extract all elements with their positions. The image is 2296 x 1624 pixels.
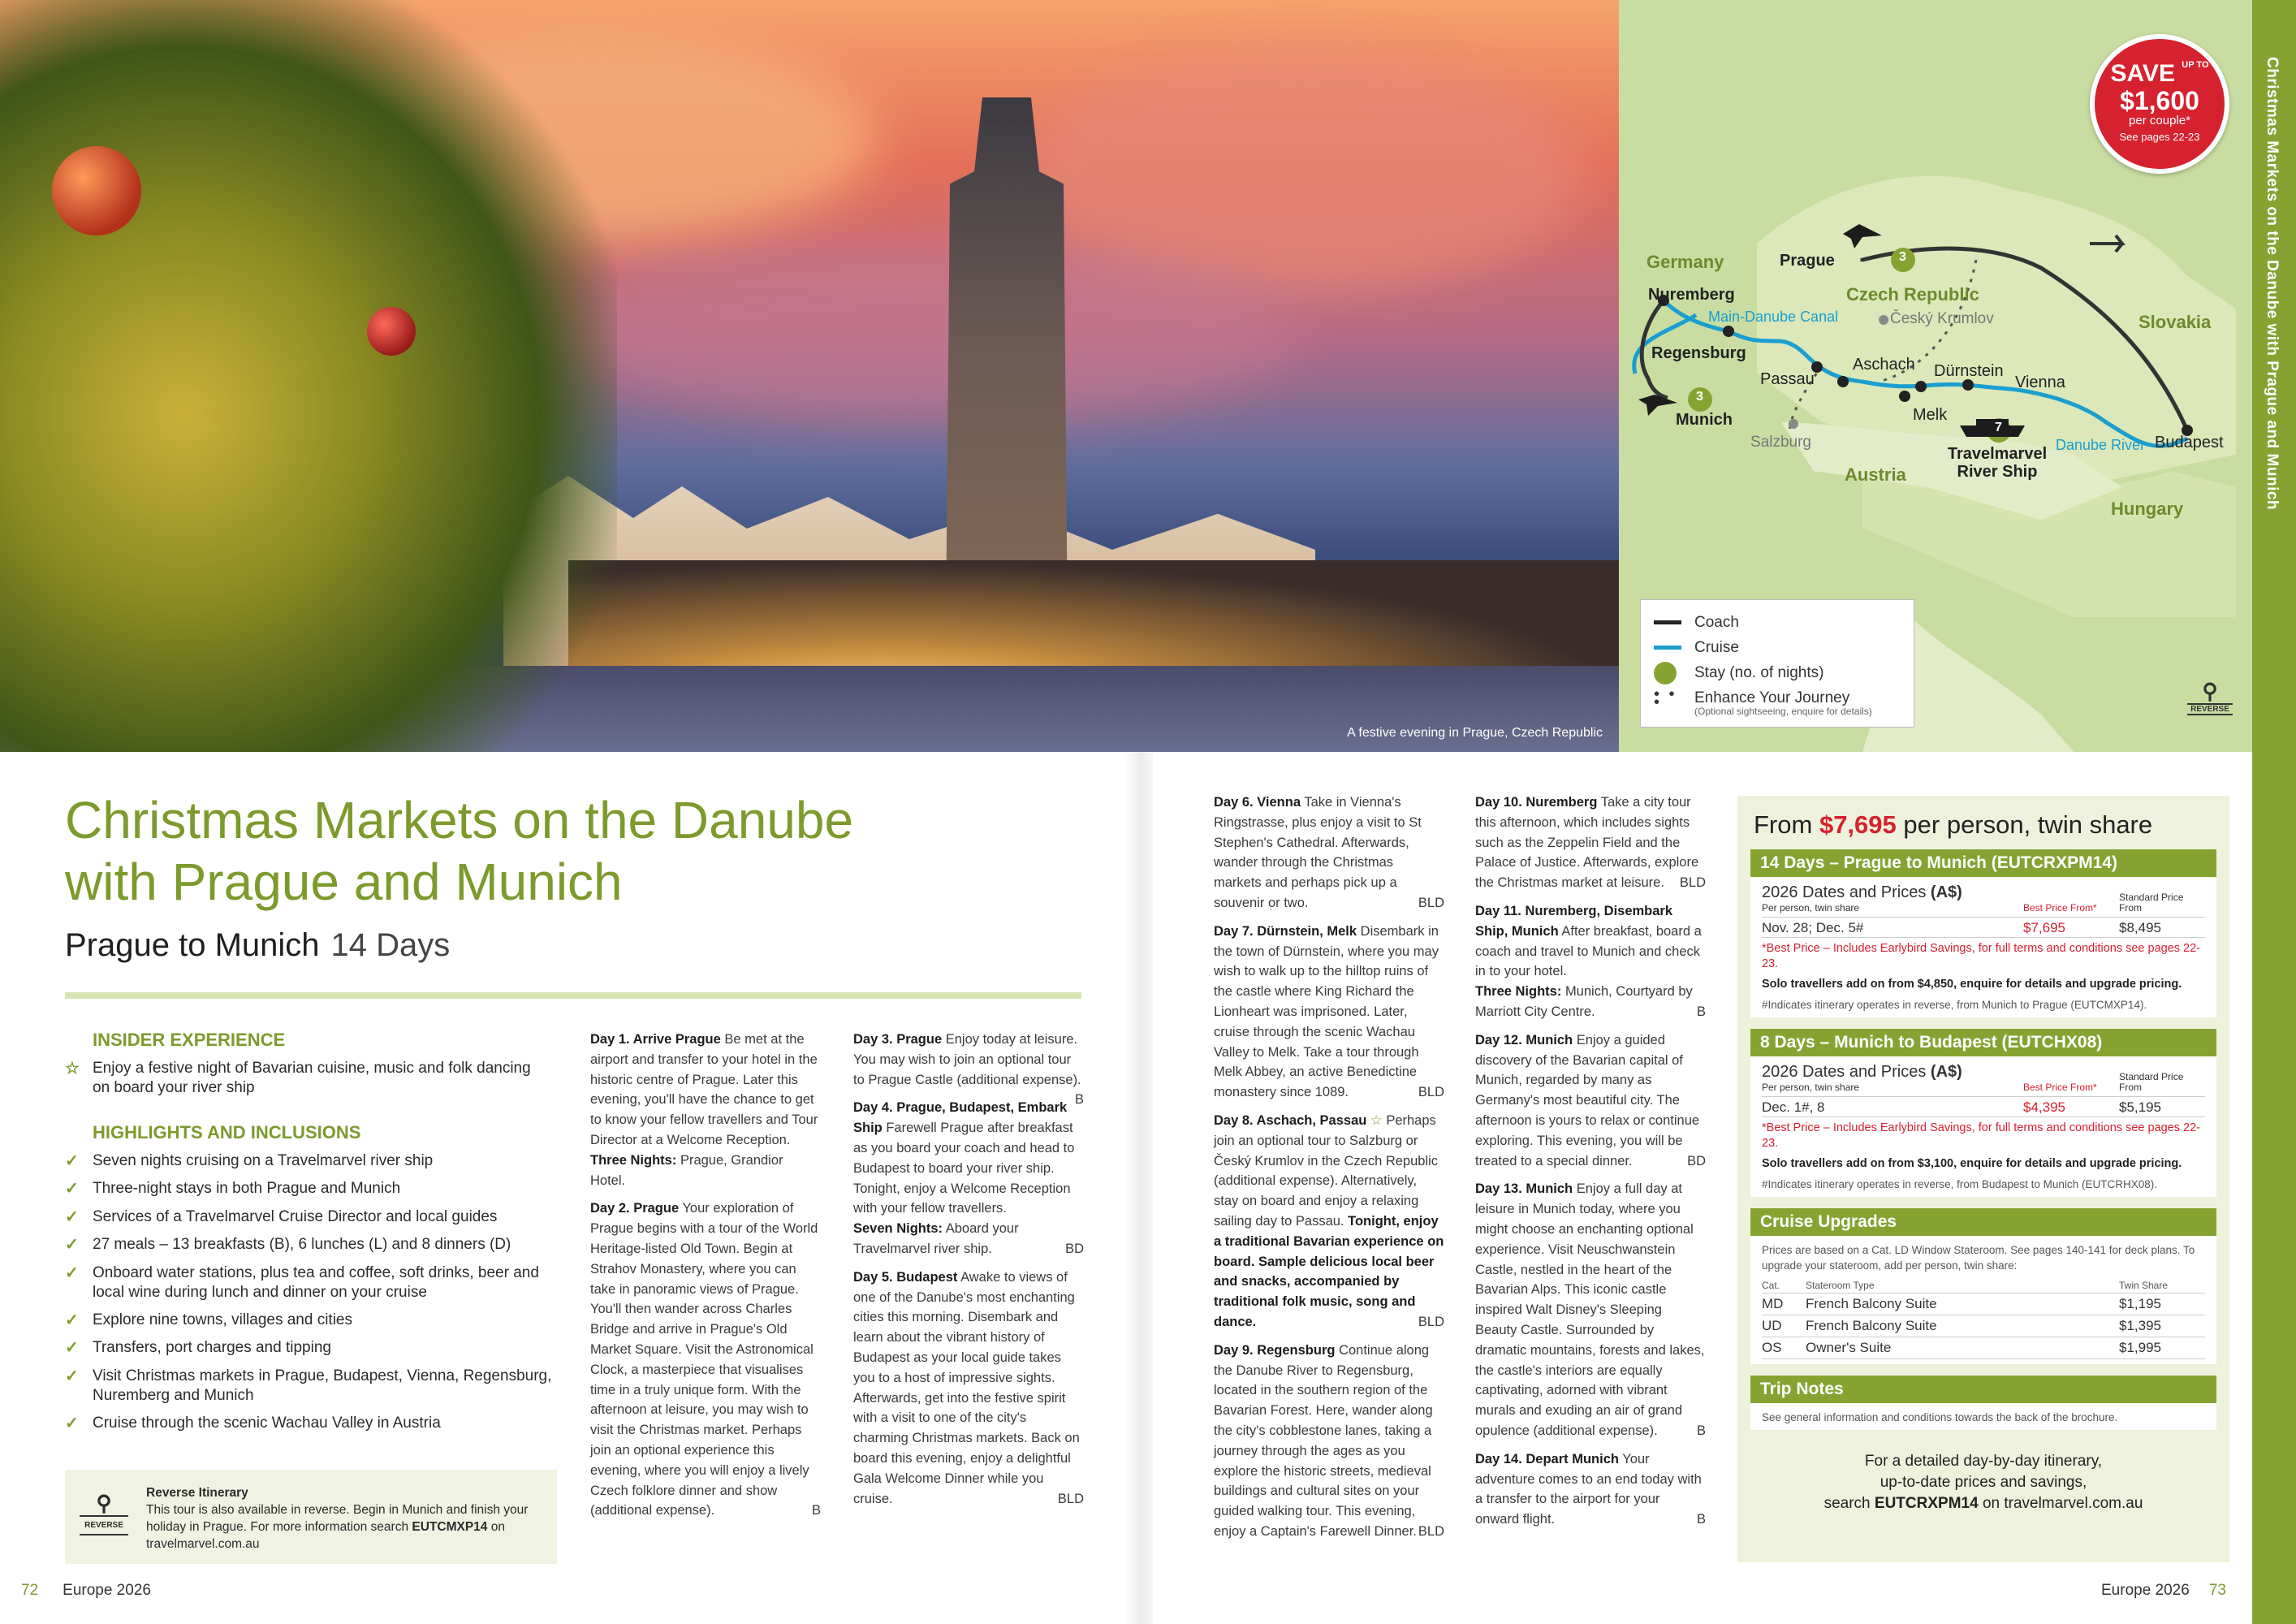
list-item-text: Seven nights cruising on a Travelmarvel river ship (93, 1152, 434, 1169)
cell-cat: MD (1762, 1294, 1806, 1315)
best-price: $7,695 (2023, 920, 2065, 935)
day-5 (853, 1268, 1084, 1510)
per-person: Per person, twin share (1762, 1082, 1860, 1093)
nights-text: Prague, Grandior Hotel. (590, 1152, 783, 1188)
coach-swatch (1654, 620, 1681, 624)
legend-enhance-label: Enhance Your Journey (1694, 689, 1850, 706)
reverse-icon (80, 1492, 128, 1535)
insider-list (65, 1059, 552, 1106)
day-3 (853, 1030, 1084, 1108)
meal-code: BLD (1057, 1491, 1084, 1506)
trip-notes-bar: Trip Notes (1750, 1376, 2216, 1403)
closing-line-2: up-to-date prices and savings, (1880, 1474, 2087, 1491)
cell-cat: UD (1762, 1315, 1806, 1337)
cell-cat: OS (1762, 1337, 1806, 1359)
list-item-text: Cruise through the scenic Wachau Valley in Austria (93, 1415, 441, 1432)
meal-code: BD (1687, 1153, 1706, 1168)
from-amount: $7,695 (1819, 810, 1897, 839)
solo-note: Solo travellers add on from $4,850, enquire for details and upgrade pricing. (1762, 978, 2182, 991)
meal-code: B (811, 1503, 821, 1518)
reverse-site: on travelmarvel.com.au (146, 1520, 505, 1551)
title-line-1: Christmas Markets on the Danube (65, 791, 854, 849)
country-label-germany: Germany (1646, 252, 1724, 272)
page-subtitle (65, 927, 450, 964)
country-label-hungary: Hungary (2111, 499, 2184, 519)
country-label-czech: Czech Republic (1846, 284, 1979, 304)
insider-heading: INSIDER EXPERIENCE (93, 1030, 286, 1050)
nights-label: Three Nights: (1475, 984, 1562, 1000)
day-text: Be met at the airport and transfer to your hotel in the historic centre of Prague. Later this evening, you'll have the chance to get to know your fellow travellers and Tour Director at a Welcome Reception. (590, 1032, 818, 1147)
cell-price: $1,995 (2119, 1337, 2205, 1359)
price-box-14-days (1750, 877, 2216, 1017)
standard-price: $5,195 (2119, 1099, 2161, 1115)
day-7 (1214, 922, 1444, 1103)
optional-label-salzburg: Salzburg (1750, 434, 1811, 451)
closing-search: search (1823, 1495, 1871, 1512)
insider-item (65, 1059, 552, 1098)
table-row (1762, 1294, 2205, 1315)
price-header (1762, 883, 2205, 914)
reverse-note: #Indicates itinerary operates in reverse, from Munich to Prague (EUTCMXP14). (1762, 999, 2147, 1011)
reverse-icon-label: REVERSE (80, 1515, 128, 1535)
day-9 (1214, 1341, 1444, 1542)
closing-line-3 (1750, 1493, 2216, 1514)
save-upto: UP TO (2182, 60, 2209, 70)
save-text: SAVE (2110, 60, 2175, 87)
page-spine (1124, 752, 1153, 1624)
footer-right-label: Europe 2026 (2101, 1582, 2190, 1599)
price-row (1762, 917, 2205, 938)
itinerary-column-3 (1214, 793, 1444, 1550)
departure-dates: Dec. 1#, 8 (1762, 1099, 1825, 1115)
day-10 (1475, 793, 1706, 893)
country-label-slovakia: Slovakia (2138, 312, 2212, 332)
legend-cruise-label: Cruise (1694, 638, 1739, 656)
list-item (65, 1367, 552, 1406)
day-title: Day 1. Arrive Prague (590, 1032, 721, 1047)
from-suffix: per person, twin share (1903, 810, 2153, 839)
legend-enhance-note: (Optional sightseeing, enquire for details) (1694, 706, 1872, 717)
day-title: Day 13. Munich (1475, 1181, 1573, 1197)
page-title (65, 789, 1039, 913)
city-label-durnstein: Dürnstein (1934, 362, 2004, 380)
itinerary-column-4 (1475, 793, 1706, 1538)
save-amount: $1,600 (2120, 86, 2199, 115)
meal-code: BLD (1418, 1523, 1444, 1539)
list-item-text: Explore nine towns, villages and cities (93, 1311, 353, 1328)
day-title: Day 4. Prague, Budapest, Embark Ship (853, 1100, 1068, 1136)
nights-text: Aboard your Travelmarvel river ship. (853, 1221, 1019, 1256)
best-price-note: *Best Price – Includes Earlybird Savings, for full terms and conditions see pages 22-23. (1762, 942, 2200, 970)
reverse-itinerary-box (65, 1470, 557, 1564)
day-13 (1475, 1179, 1706, 1440)
title-line-2: with Prague and Munich (65, 853, 623, 911)
closing-note (1750, 1451, 2216, 1514)
col-header-cat: Cat. (1762, 1278, 1806, 1294)
legend-coach (1654, 610, 1901, 635)
meal-code: BLD (1418, 1314, 1444, 1329)
meal-code: B (1696, 1512, 1706, 1527)
dates-heading-text: 2026 Dates and Prices (1762, 1063, 1927, 1081)
city-label-nuremberg: Nuremberg (1648, 286, 1735, 304)
reverse-icon-label: REVERSE (2187, 703, 2233, 715)
day-title: Day 3. Prague (853, 1032, 943, 1047)
day-text: Perhaps join an optional tour to Salzburg or Český Krumlov in the Czech Republic (additional expense). Alternatively, stay on board and enjoy a relaxing sailing day to Passau. (1214, 1112, 1439, 1229)
page-number-left: 72 (21, 1582, 39, 1599)
meal-code: B (1074, 1092, 1084, 1108)
solo-note: Solo travellers add on from $3,100, enquire for details and upgrade pricing. (1762, 1157, 2182, 1170)
tour-length: 14 Days (330, 927, 451, 963)
city-label-vienna: Vienna (2015, 374, 2065, 391)
day-2 (590, 1199, 821, 1521)
currency: (A$) (1930, 1063, 1962, 1081)
stay-number-munich: 3 (1696, 390, 1703, 404)
closing-site: on travelmarvel.com.au (1982, 1495, 2143, 1512)
city-label-prague: Prague (1780, 252, 1835, 270)
day-text: Your adventure comes to an end today with a transfer to the airport for your onward flight. (1475, 1451, 1702, 1527)
list-item (65, 1311, 552, 1330)
dates-heading-text: 2026 Dates and Prices (1762, 883, 1927, 901)
day-text: Enjoy a guided discovery of the Bavarian capital of Munich, regarded by many as Germany's most beautiful city. The afternoon is yours to relax or continue exploring. This evening, you will be treated to a special dinner. (1475, 1032, 1700, 1168)
save-badge (2090, 34, 2229, 174)
day-title: Day 9. Regensburg (1214, 1342, 1336, 1358)
tour-bar-8-days: 8 Days – Munich to Budapest (EUTCHX08) (1750, 1029, 2216, 1056)
day-8 (1214, 1111, 1444, 1332)
day-title: Day 12. Munich (1475, 1032, 1573, 1047)
star-icon: ☆ (65, 1060, 80, 1078)
christmas-tree (0, 0, 617, 752)
meal-code: BLD (1679, 875, 1706, 891)
departure-dates: Nov. 28; Dec. 5# (1762, 920, 1864, 935)
city-label-melk: Melk (1913, 406, 1948, 424)
side-tab-label: Christmas Markets on the Danube with Prague and Munich (2264, 57, 2281, 511)
dot-aschach (1837, 376, 1849, 387)
city-label-aschach: Aschach (1853, 356, 1915, 374)
check-icon: ✓ (65, 1311, 79, 1329)
meal-code: B (1696, 1004, 1706, 1019)
best-price-label: Best Price From* (2023, 1082, 2097, 1093)
dot-salzburg (1789, 419, 1798, 429)
check-icon: ✓ (65, 1339, 79, 1358)
currency: (A$) (1930, 883, 1962, 901)
reverse-note: #Indicates itinerary operates in reverse, from Budapest to Munich (EUTCRHX08). (1762, 1178, 2157, 1190)
trip-notes-box (1750, 1403, 2216, 1430)
tour-bar-14-days: 14 Days – Prague to Munich (EUTCRXPM14) (1750, 849, 2216, 877)
day-title: Day 10. Nuremberg (1475, 795, 1598, 810)
page-number-right: 73 (2208, 1582, 2226, 1599)
canal-label: Main-Danube Canal (1708, 309, 1839, 325)
cruise-swatch (1654, 646, 1681, 650)
cruise-upgrades-box (1750, 1236, 2216, 1364)
table-row (1762, 1315, 2205, 1337)
day-14 (1475, 1449, 1706, 1530)
dot-durnstein (1915, 381, 1927, 392)
price-panel (1737, 796, 2229, 1562)
cell-type: Owner's Suite (1806, 1337, 2119, 1359)
list-item (65, 1207, 552, 1227)
stay-swatch (1654, 662, 1677, 685)
day-highlight: Tonight, enjoy a traditional Bavarian experience on board. Sample delicious local beer and snacks, accompanied by traditional folk music, song and dance. (1214, 1213, 1444, 1329)
meal-code: BLD (1418, 1085, 1444, 1100)
per-person: Per person, twin share (1762, 902, 1860, 914)
reverse-heading: Reverse Itinerary (146, 1486, 248, 1500)
ship-label: Travelmarvel River Ship (1947, 445, 2048, 481)
list-item (65, 1179, 552, 1199)
nights-text: Munich, Courtyard by Marriott City Centre. (1475, 984, 1693, 1019)
cell-price: $1,395 (2119, 1315, 2205, 1337)
divider-rule (65, 992, 1081, 999)
save-unit: per couple* (2129, 114, 2190, 127)
list-item (65, 1151, 552, 1171)
photo-caption: A festive evening in Prague, Czech Republic (1347, 726, 1603, 740)
day-title: Day 2. Prague (590, 1201, 680, 1216)
check-icon: ✓ (65, 1207, 79, 1226)
check-icon: ✓ (65, 1367, 79, 1385)
day-text: Enjoy a full day at leisure in Munich today, where you might choose an enchanting optional experience. Visit Neuschwanstein Castle, nestled in the heart of the Bavarian Alps. This iconic castle inspired Walt Disney's Sleeping Beauty Castle. Surrounded by dramatic mountains, forests and lakes, the castle's interiors are equally captivating, adorned with vibrant murals and exuding an air of grand opulence (additional expense). (1475, 1181, 1705, 1438)
legend-stay-label: Stay (no. of nights) (1694, 663, 1824, 681)
check-icon: ✓ (65, 1415, 79, 1433)
footer-left (21, 1582, 151, 1600)
legend-coach-label: Coach (1694, 613, 1739, 631)
upgrades-intro: Prices are based on a Cat. LD Window Stateroom. See pages 140-141 for deck plans. To upgrade your stateroom, add per person, twin share: (1762, 1244, 2195, 1272)
optional-label-cesky: Český Krumlov (1890, 310, 1994, 327)
star-icon: ☆ (1370, 1112, 1383, 1128)
list-item (65, 1235, 552, 1255)
closing-code: EUTCRXPM14 (1874, 1495, 1979, 1512)
sky-cloud (568, 244, 1299, 422)
legend-stay (1654, 660, 1901, 685)
cell-type: French Balcony Suite (1806, 1294, 2119, 1315)
city-label-passau: Passau (1760, 370, 1815, 388)
list-item-text: 27 meals – 13 breakfasts (B), 6 lunches (L) and 8 dinners (D) (93, 1236, 511, 1254)
meal-code: BD (1065, 1241, 1084, 1256)
day-title: Day 7. Dürnstein, Melk (1214, 923, 1357, 939)
nights-label: Three Nights: (590, 1152, 677, 1168)
upgrades-table (1762, 1278, 2205, 1359)
list-item-text: Onboard water stations, plus tea and coffee, soft drinks, beer and local wine during lunch and dinner on your cruise (93, 1263, 539, 1301)
from-prefix: From (1754, 810, 1813, 839)
footer-left-label: Europe 2026 (63, 1582, 151, 1599)
dotted-swatch: • • • (1654, 685, 1677, 711)
stay-number-prague: 3 (1899, 250, 1906, 264)
danube-label: Danube River (2056, 437, 2146, 453)
list-item (65, 1263, 552, 1302)
check-icon: ✓ (65, 1236, 79, 1255)
day-text: Continue along the Danube River to Regensburg, located in the southern region of the Bavarian Forest. Here, wander along the city's cobblestone lanes, taking a journey through the ages as you explore the historic streets, medieval buildings and cultural sites on your guided walking tour. This evening, enjoy a Captain's Farewell Dinner. (1214, 1342, 1433, 1539)
reverse-body: This tour is also available in reverse. Begin in Munich and finish your holiday in Prague. For more information search (146, 1503, 529, 1534)
day-text: Enjoy today at leisure. You may wish to join an optional tour to Prague Castle (additional expense). (853, 1032, 1081, 1087)
stay-number-ship: 7 (1995, 421, 2002, 434)
day-title: Day 8. Aschach, Passau (1214, 1112, 1367, 1128)
list-item-text: Services of a Travelmarvel Cruise Director and local guides (93, 1207, 498, 1225)
reverse-icon (2187, 680, 2233, 715)
day-title: Day 14. Depart Munich (1475, 1451, 1619, 1466)
col-header-twin: Twin Share (2119, 1278, 2205, 1294)
price-box-8-days (1750, 1056, 2216, 1197)
map-legend (1640, 599, 1914, 728)
city-label-munich: Munich (1676, 411, 1733, 429)
standard-price-label: Standard Price From (2119, 892, 2184, 914)
list-item-text: Visit Christmas markets in Prague, Budapest, Vienna, Regensburg, Nuremberg and Munich (93, 1367, 552, 1404)
dates-heading (1762, 1063, 2023, 1093)
closing-line-1: For a detailed day-by-day itinerary, (1864, 1453, 2103, 1470)
dot-cesky (1879, 315, 1888, 325)
save-heading (2095, 60, 2225, 88)
dot-regensburg (1723, 326, 1734, 337)
dot-vienna (1962, 379, 1974, 391)
reverse-code: EUTCMXP14 (412, 1520, 488, 1534)
check-icon: ✓ (65, 1180, 79, 1199)
best-price-label: Best Price From* (2023, 902, 2097, 914)
cruise-upgrades-bar: Cruise Upgrades (1750, 1208, 2216, 1236)
day-12 (1475, 1030, 1706, 1172)
day-text: Disembark in the town of Dürnstein, where you may wish to walk up to the hilltop ruins of the castle where King Richard the Lionheart was imprisoned. Later, cruise through the scenic Wachau Valley to Melk. Take a tour through Melk Abbey, an active Benedictine monastery since 1089. (1214, 923, 1439, 1100)
check-icon: ✓ (65, 1152, 79, 1170)
table-row (1762, 1337, 2205, 1359)
day-title: Day 11. Nuremberg, Disembark Ship, Munich (1475, 903, 1673, 939)
from-price (1754, 810, 2216, 840)
day-6 (1214, 793, 1444, 914)
day-text: Take in Vienna's Ringstrasse, plus enjoy a visit to St Stephen's Cathedral. Afterwards, wander through the Christmas markets and perhaps pick up a souvenir or two. (1214, 795, 1422, 910)
pin-icon: ⚲ (2202, 679, 2218, 703)
cell-price: $1,195 (2119, 1294, 2205, 1315)
meal-code: B (1696, 1423, 1706, 1438)
route-name: Prague to Munich (65, 927, 320, 963)
country-label-austria: Austria (1845, 464, 1906, 485)
standard-price: $8,495 (2119, 920, 2161, 935)
nights-label: Seven Nights: (853, 1221, 943, 1237)
check-icon: ✓ (65, 1263, 79, 1282)
price-row (1762, 1096, 2205, 1117)
legend-cruise (1654, 635, 1901, 660)
day-text: After breakfast, board a coach and travel to Munich and check in to your hotel. (1475, 923, 1702, 979)
dates-heading (1762, 883, 2023, 914)
meal-code: BLD (1418, 895, 1444, 910)
day-text: Farewell Prague after breakfast as you board your coach and head to Budapest to board your river ship. Tonight, enjoy a Welcome Reception with your fellow travellers. (853, 1121, 1075, 1216)
itinerary-column-1 (590, 1030, 821, 1529)
highlights-list (65, 1151, 552, 1442)
itinerary-column-2 (853, 1030, 1084, 1517)
pin-icon: ⚲ (96, 1491, 112, 1515)
city-label-budapest: Budapest (2155, 434, 2224, 451)
col-header-type: Stateroom Type (1806, 1278, 2119, 1294)
city-label-regensburg: Regensburg (1651, 344, 1746, 362)
best-price: $4,395 (2023, 1099, 2065, 1115)
dot-melk (1899, 391, 1910, 402)
side-tab (2252, 0, 2296, 1624)
standard-price-label: Standard Price From (2119, 1071, 2184, 1093)
highlights-heading: HIGHLIGHTS AND INCLUSIONS (93, 1122, 361, 1142)
price-header (1762, 1063, 2205, 1093)
best-price-note: *Best Price – Includes Earlybird Savings, for full terms and conditions see pages 22-23. (1762, 1121, 2200, 1150)
save-pages: See pages 22-23 (2119, 131, 2200, 143)
list-item (65, 1338, 552, 1358)
hero-photo (0, 0, 1619, 752)
footer-right (2101, 1582, 2226, 1600)
day-text: Your exploration of Prague begins with a tour of the World Heritage-listed Old Town. Begin at Strahov Monastery, where you can take in panoramic views of Prague. You'll then wander across Charles Bridge and arrive in Prague's Old Market Square. Visit the Astronomical Clock, a masterpiece that visualises time in a truly unique form. With the afternoon at leisure, you may wish to visit the Christmas market. Perhaps join an optional experience this evening, where you will enjoy a lively Czech folklore dinner and show (additional expense). (590, 1201, 818, 1518)
list-item-text: Transfers, port charges and tipping (93, 1339, 331, 1357)
table-header-row (1762, 1278, 2205, 1294)
bauble-ornament (367, 307, 416, 356)
insider-item-text: Enjoy a festive night of Bavarian cuisine, music and folk dancing on board your river ship (93, 1060, 531, 1096)
list-item-text: Three-night stays in both Prague and Munich (93, 1180, 401, 1198)
trip-notes-text: See general information and conditions towards the back of the brochure. (1762, 1411, 2118, 1423)
cell-type: French Balcony Suite (1806, 1315, 2119, 1337)
day-text: Awake to views of one of the Danube's most enchanting cities this morning. Disembark and learn about the vibrant history of Budapest as your local guide takes you to a host of impressive sights. Afterwards, get into the festive spirit with a visit to one of the city's charming Christmas markets. Back on board this evening, enjoy a delightful Gala Welcome Dinner while you cruise. (853, 1269, 1080, 1506)
day-1 (590, 1030, 821, 1190)
day-11 (1475, 901, 1706, 1022)
day-title: Day 6. Vienna (1214, 795, 1301, 810)
day-text: Take a city tour this afternoon, which includes sights such as the Zeppelin Field and the Palace of Justice. Afterwards, explore the Christmas market at leisure. (1475, 795, 1699, 891)
reverse-text (146, 1501, 541, 1553)
day-4 (853, 1098, 1084, 1259)
bauble-ornament (52, 146, 141, 235)
day-title: Day 5. Budapest (853, 1269, 958, 1285)
list-item (65, 1414, 552, 1433)
